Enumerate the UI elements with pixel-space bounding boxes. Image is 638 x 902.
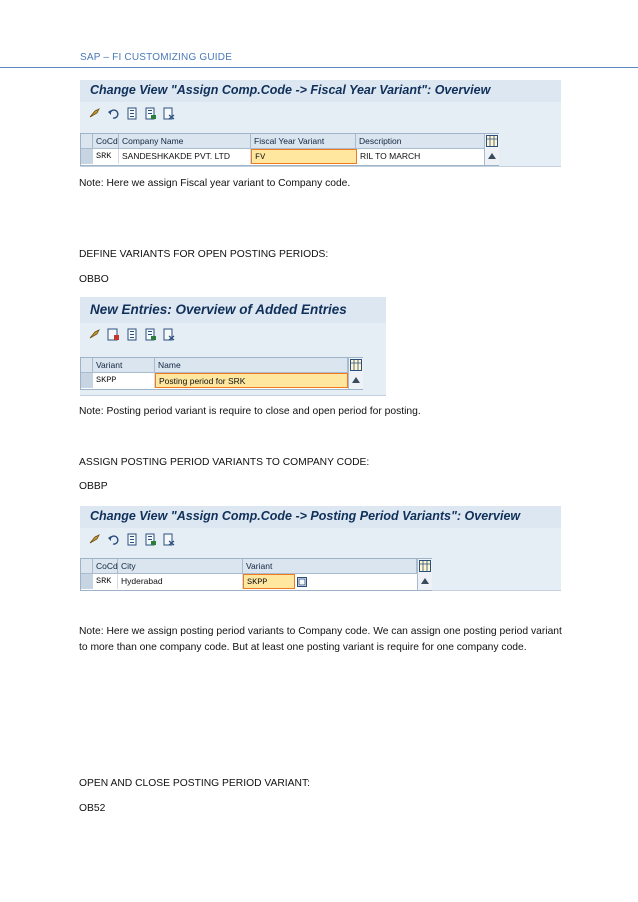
cell-description[interactable]: RIL TO MARCH	[357, 149, 486, 164]
column-header-cocd[interactable]: CoCd	[93, 134, 119, 149]
screen-title: Change View "Assign Comp.Code -> Fiscal Year Variant": Overview	[80, 80, 561, 102]
table	[80, 357, 363, 390]
screen-title: Change View "Assign Comp.Code -> Posting Period Variants": Overview	[80, 506, 561, 528]
scroll-up-icon[interactable]	[421, 578, 429, 584]
table-settings-icon[interactable]	[486, 135, 498, 147]
toolbar	[80, 102, 561, 127]
cell-variant[interactable]: SKPP	[93, 373, 155, 388]
section-heading-assign-variants: ASSIGN POSTING PERIOD VARIANTS TO COMPANY CODE:	[79, 457, 370, 468]
column-header-cocd[interactable]: CoCd	[93, 559, 118, 574]
cell-company-name[interactable]: SANDESHKAKDE PVT. LTD	[119, 149, 251, 164]
copy-icon[interactable]	[144, 107, 157, 120]
new-entries-icon[interactable]	[126, 533, 139, 546]
tcode-obbp: OBBP	[79, 481, 108, 492]
tcode-ob52: OB52	[79, 803, 106, 814]
table	[80, 133, 499, 166]
scroll-up-icon[interactable]	[488, 153, 496, 159]
column-header-fiscal-year-variant[interactable]: Fiscal Year Variant	[251, 134, 356, 149]
table	[80, 558, 432, 591]
toolbar	[80, 528, 561, 553]
page-header-title: SAP – FI CUSTOMIZING GUIDE	[80, 52, 233, 63]
col-selector-header	[81, 559, 93, 574]
table-settings-icon[interactable]	[419, 560, 431, 572]
column-header-company-name[interactable]: Company Name	[119, 134, 251, 149]
scroll-up-icon[interactable]	[352, 377, 360, 383]
table-settings-icon[interactable]	[350, 359, 362, 371]
column-header-variant[interactable]: Variant	[243, 559, 417, 574]
posting-period-variant-field[interactable]: SKPP	[243, 574, 295, 589]
cell-cocd[interactable]: SRK	[93, 574, 118, 589]
copy-icon[interactable]	[144, 328, 157, 341]
scrollbar[interactable]	[484, 134, 499, 165]
fiscal-year-variant-field[interactable]: FV	[251, 149, 357, 164]
screen-title: New Entries: Overview of Added Entries	[80, 297, 386, 323]
undo-icon[interactable]	[107, 107, 120, 120]
note-assign-variants: Note: Here we assign posting period variants to Company code. We can assign one posting period variant to more than one company code. But at least one posting variant is require for one company code.	[79, 626, 562, 653]
delete-icon[interactable]	[162, 107, 175, 120]
scrollbar[interactable]	[417, 559, 432, 590]
posting-period-name-field[interactable]: Posting period for SRK	[155, 373, 348, 388]
save-icon[interactable]	[107, 328, 120, 341]
column-header-city[interactable]: City	[118, 559, 243, 574]
screen-body	[80, 127, 561, 166]
cell-cocd[interactable]: SRK	[93, 149, 119, 164]
screen-body	[80, 553, 561, 590]
note-fiscal-year: Note: Here we assign Fiscal year variant to Company code.	[79, 178, 351, 189]
cell-city[interactable]: Hyderabad	[118, 574, 243, 589]
toolbar	[80, 323, 386, 348]
column-header-variant[interactable]: Variant	[93, 358, 155, 373]
note-posting-period: Note: Posting period variant is require to close and open period for posting.	[79, 406, 421, 417]
column-header-description[interactable]: Description	[356, 134, 486, 149]
undo-icon[interactable]	[107, 533, 120, 546]
scrollbar[interactable]	[348, 358, 363, 389]
sap-screen-new-entries	[80, 297, 386, 396]
glasses-icon[interactable]	[88, 533, 101, 546]
col-selector-header	[81, 134, 93, 149]
column-header-name[interactable]: Name	[155, 358, 348, 373]
sap-screen-fiscal-year-variant	[80, 80, 561, 167]
section-heading-define-variants: DEFINE VARIANTS FOR OPEN POSTING PERIODS:	[79, 249, 329, 260]
screen-body	[80, 348, 386, 395]
glasses-icon[interactable]	[88, 107, 101, 120]
col-selector-header	[81, 358, 93, 373]
header-divider	[0, 67, 638, 68]
search-help-icon[interactable]	[297, 577, 307, 587]
section-heading-open-close: OPEN AND CLOSE POSTING PERIOD VARIANT:	[79, 778, 310, 789]
new-entries-icon[interactable]	[126, 107, 139, 120]
copy-icon[interactable]	[144, 533, 157, 546]
delete-icon[interactable]	[162, 533, 175, 546]
new-entries-icon[interactable]	[126, 328, 139, 341]
sap-screen-posting-period-variants	[80, 506, 561, 591]
delete-icon[interactable]	[162, 328, 175, 341]
tcode-obbo: OBBO	[79, 274, 109, 285]
glasses-icon[interactable]	[88, 328, 101, 341]
